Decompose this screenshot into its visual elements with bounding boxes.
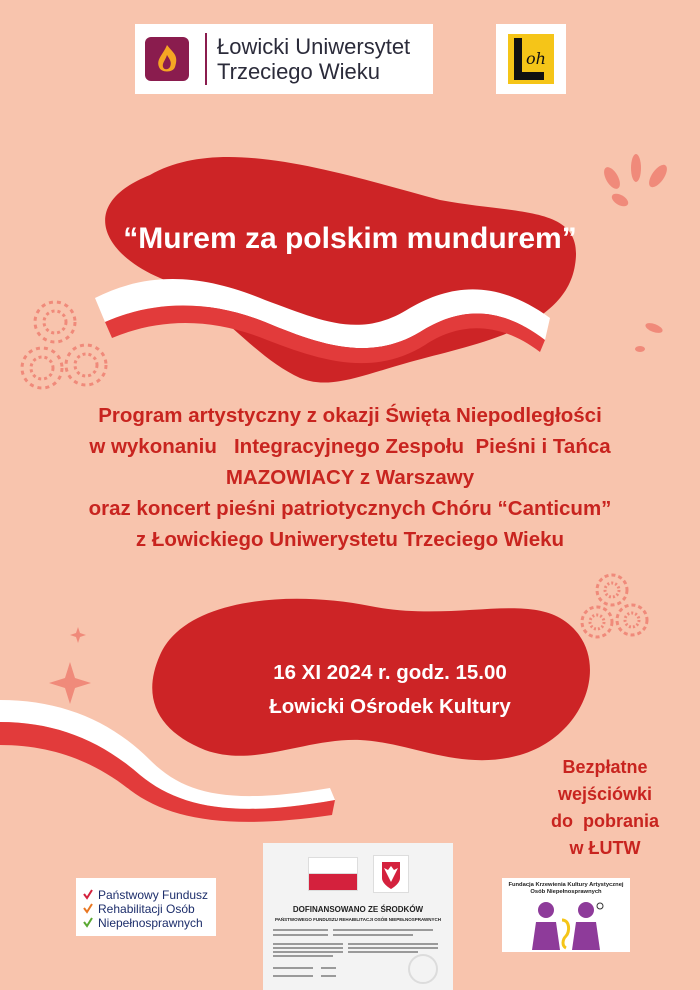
program-line: w wykonaniu Integracyjnego Zespołu Pieśni i Tańca bbox=[89, 435, 611, 458]
lutw-logo bbox=[135, 24, 433, 94]
flower-decoration-icon bbox=[22, 302, 106, 388]
logo-separator bbox=[205, 33, 207, 85]
sparkle-icon bbox=[49, 662, 91, 704]
loh-logo-icon bbox=[496, 24, 566, 94]
foundation-line: Fundacja Krzewienia Kultury Artystycznej bbox=[508, 882, 624, 888]
free-line: do pobrania bbox=[551, 811, 659, 831]
program-line: MAZOWIACY z Warszawy bbox=[225, 466, 475, 489]
pfron-line: Rehabilitacji Osób bbox=[98, 902, 195, 916]
lutw-name bbox=[217, 34, 410, 85]
polish-flag-red-stripe bbox=[308, 873, 358, 891]
event-details bbox=[190, 656, 590, 724]
pfron-line: Państwowy Fundusz bbox=[98, 888, 209, 902]
lutw-flame-icon bbox=[145, 37, 189, 81]
pfron-logo bbox=[76, 878, 216, 936]
event-title: “Murem za polskim mundurem” bbox=[123, 222, 577, 255]
program-line: z Łowickiego Uniwerystetu Trzeciego Wieku bbox=[135, 528, 565, 551]
funding-fine-print bbox=[273, 929, 443, 984]
funding-subheading: PAŃSTWOWEGO FUNDUSZU REHABILITACJI OSÓB NIEPEŁNOSPRAWNYCH bbox=[274, 917, 442, 922]
pfron-checkmark-icon bbox=[82, 888, 94, 928]
event-date: 16 XI 2024 r. godz. 15.00 bbox=[273, 661, 507, 684]
foundation-line: Osób Niepełnosprawnych bbox=[530, 889, 602, 895]
free-line: Bezpłatne bbox=[562, 757, 648, 777]
lutw-name-line1: Łowicki Uniwersytet bbox=[217, 33, 411, 59]
free-tickets-note bbox=[530, 754, 680, 862]
funding-board bbox=[263, 843, 453, 990]
funding-heading: DOFINANSOWANO ZE ŚRODKÓW bbox=[292, 905, 424, 914]
sparkle-small-icon bbox=[70, 627, 86, 643]
foundation-logo bbox=[502, 878, 630, 952]
free-line: w ŁUTW bbox=[569, 838, 641, 858]
foundation-emblem-icon bbox=[526, 900, 606, 952]
lutw-name-line2: Trzeciego Wieku bbox=[217, 59, 381, 84]
event-place: Łowicki Ośrodek Kultury bbox=[269, 695, 511, 718]
program-line: oraz koncert pieśni patriotycznych Chóru “Canticum” bbox=[88, 497, 612, 520]
program-description bbox=[20, 400, 680, 555]
foundation-name bbox=[502, 882, 630, 896]
svg-text:oh: oh bbox=[526, 49, 546, 68]
loh-logo bbox=[496, 24, 566, 94]
free-line: wejściówki bbox=[557, 784, 653, 804]
program-line: Program artystyczny z okazji Święta Niepodległości bbox=[98, 404, 602, 427]
pfron-line: Niepełnosprawnych bbox=[98, 916, 203, 930]
polish-eagle-icon bbox=[373, 855, 409, 893]
flower-decoration-right-icon bbox=[582, 575, 647, 637]
pfron-name bbox=[98, 888, 208, 930]
